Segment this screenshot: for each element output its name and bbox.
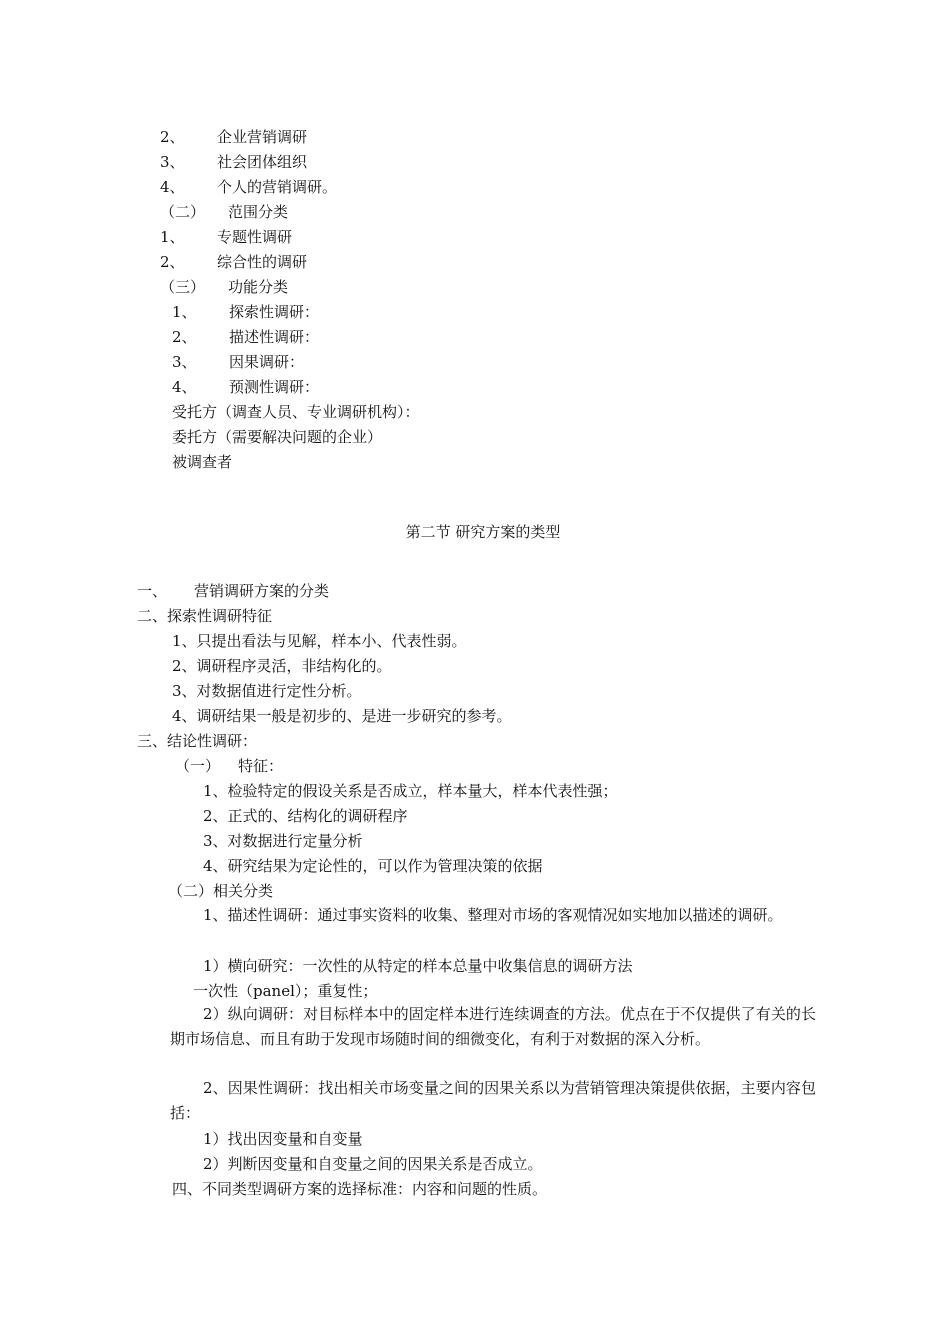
heading: 四、不同类型调研方案的选择标准：内容和问题的性质。 [172, 1180, 548, 1198]
subheading-scope: （二） 范围分类 [160, 203, 289, 221]
list-item: 2、 综合性的调研 [160, 253, 308, 271]
subheading-function: （三） 功能分类 [160, 278, 289, 296]
paragraph: 委托方（需要解决问题的企业） [172, 428, 383, 446]
paragraph-descriptive: 1、描述性调研：通过事实资料的收集、整理对市场的客观情况如实地加以描述的调研。 [203, 906, 783, 924]
section-title: 第二节 研究方案的类型 [405, 523, 561, 541]
list-item: 1、 探索性调研： [172, 303, 320, 321]
list-item: 2、调研程序灵活，非结构化的。 [172, 657, 392, 675]
list-item: 1）找出因变量和自变量 [203, 1130, 363, 1148]
list-item: 3、对数据进行定量分析 [203, 832, 363, 850]
list-item: 2）判断因变量和自变量之间的因果关系是否成立。 [203, 1155, 543, 1173]
paragraph-longitudinal: 2）纵向调研：对目标样本中的固定样本进行连续调查的方法。优点在于不仅提供了有关的长期市场信息、而且有助于发现市场随时间的细微变化，有利于对数据的深入分析。 [170, 1005, 816, 1048]
paragraph: 受托方（调查人员、专业调研机构）： [172, 403, 420, 421]
heading: 三、结论性调研： [137, 732, 258, 750]
list-item: 4、 预测性调研： [172, 378, 320, 396]
list-item: 1）横向研究：一次性的从特定的样本总量中收集信息的调研方法 [203, 957, 633, 975]
list-item: 2、 描述性调研： [172, 328, 320, 346]
heading: 一、 营销调研方案的分类 [137, 582, 330, 600]
list-item: 1、检验特定的假设关系是否成立，样本量大，样本代表性强； [203, 782, 618, 800]
list-item: 4、 个人的营销调研。 [160, 178, 338, 196]
list-item: 2、 企业营销调研 [160, 128, 308, 146]
list-item: 3、 社会团体组织 [160, 153, 308, 171]
paragraph-causal: 2、因果性调研：找出相关市场变量之间的因果关系以为营销管理决策提供依据，主要内容包括： [170, 1079, 816, 1122]
list-item: 4、调研结果一般是初步的、是进一步研究的参考。 [172, 707, 512, 725]
subheading-features: （一） 特征： [175, 757, 284, 775]
list-item: 1、只提出看法与见解，样本小、代表性弱。 [172, 632, 467, 650]
list-item: 3、 因果调研： [172, 353, 305, 371]
list-item: 3、对数据值进行定性分析。 [172, 682, 362, 700]
subheading-related: （二）相关分类 [168, 882, 274, 900]
heading: 二、探索性调研特征 [137, 607, 273, 625]
paragraph: 一次性（panel）；重复性； [193, 982, 378, 1000]
paragraph: 被调查者 [172, 453, 233, 471]
list-item: 4、研究结果为定论性的，可以作为管理决策的依据 [203, 857, 543, 875]
list-item: 1、 专题性调研 [160, 228, 293, 246]
list-item: 2、正式的、结构化的调研程序 [203, 807, 408, 825]
